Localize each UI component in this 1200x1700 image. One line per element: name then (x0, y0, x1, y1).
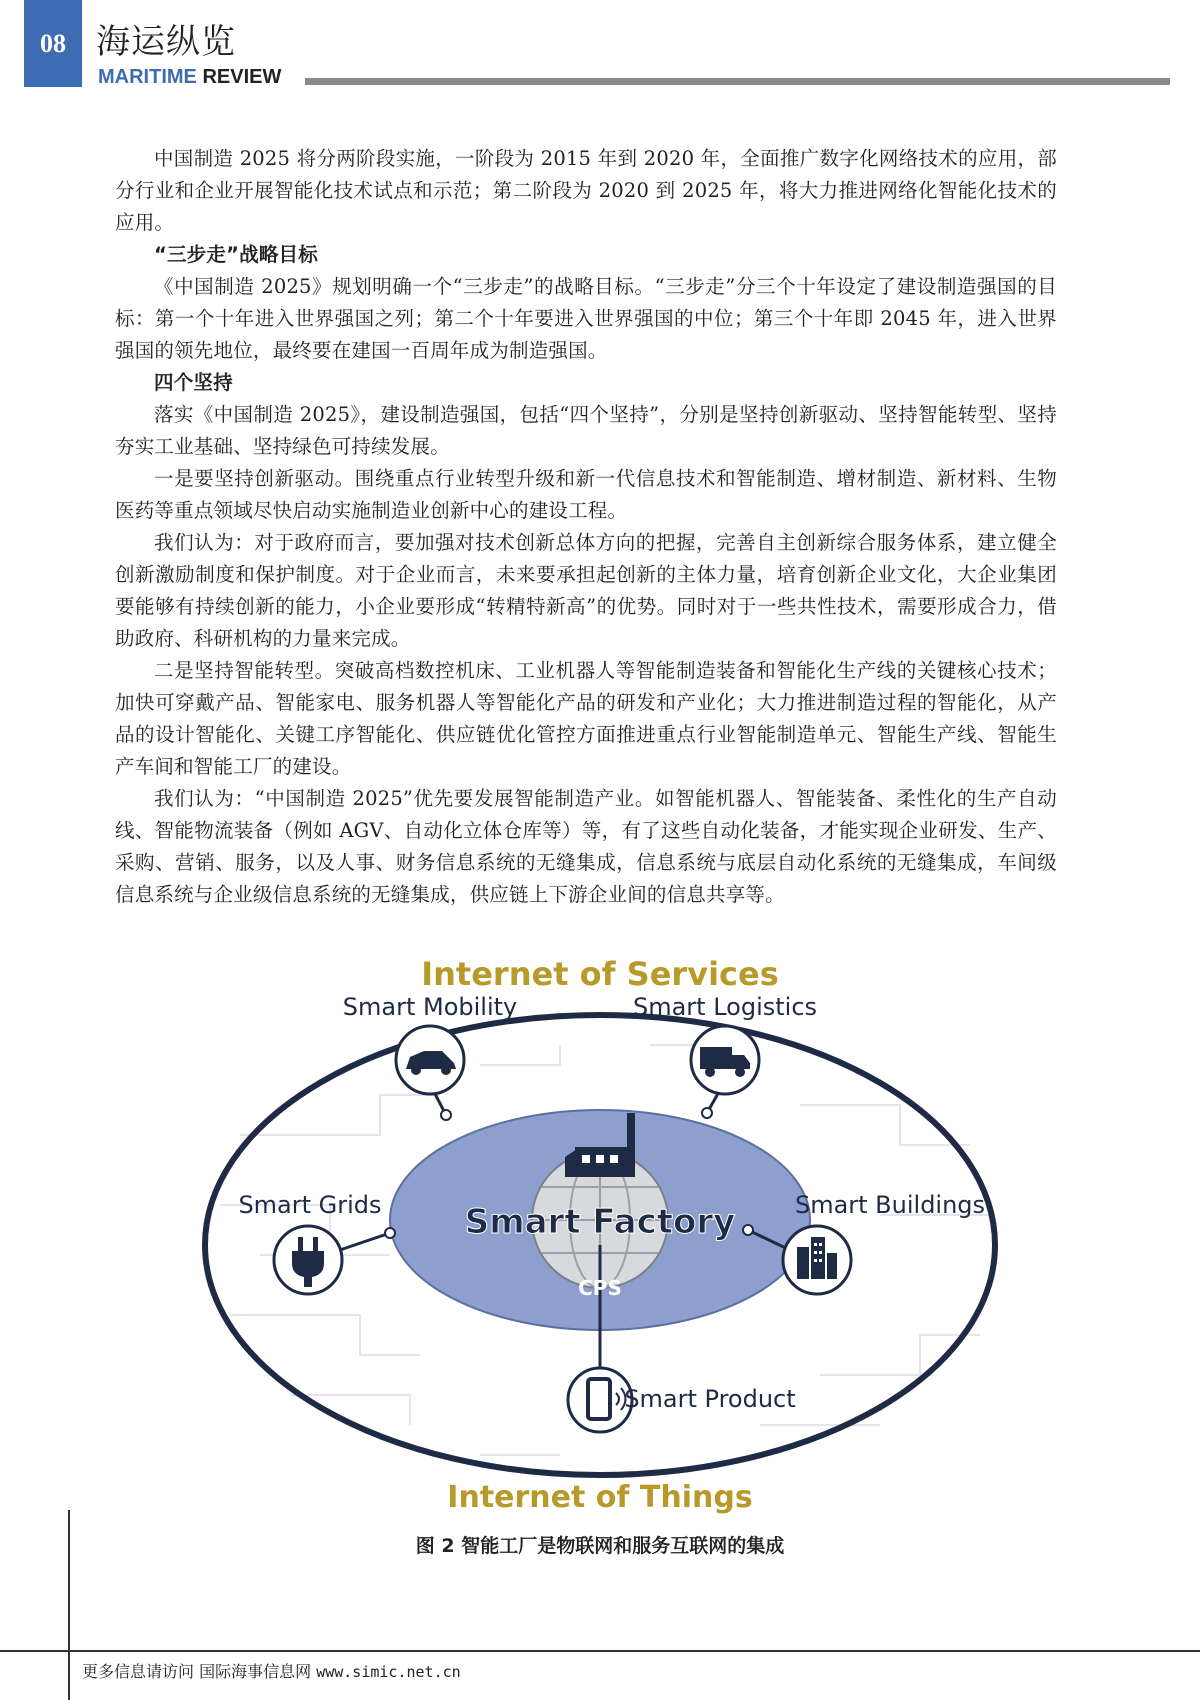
left-margin-rule (68, 1510, 70, 1700)
buildings-node (783, 1226, 851, 1294)
article-body (115, 143, 1057, 911)
header-rule (305, 78, 1170, 85)
section-heading: “三步走”战略目标 (154, 243, 318, 266)
logistics-node (691, 1026, 759, 1094)
paragraph: 二是坚持智能转型。突破高档数控机床、工业机器人等智能制造装备和智能化生产线的关键核心技术；加快可穿戴产品、智能家电、服务机器人等智能化产品的研发和产业化；大力推进制造过程的智能化，从产品的设计智能化、关键工序智能化、供应链优化管控方面推进重点行业智能制造单元、智能生产线、智能生产车间和智能工厂的建设。 (115, 659, 1057, 778)
footer-text: 更多信息请访问 国际海事信息网 (82, 1662, 312, 1681)
footer-url[interactable]: www.simic.net.cn (316, 1663, 461, 1681)
mobility-node (396, 1026, 464, 1094)
smart-product-label: Smart Product (624, 1385, 796, 1413)
magazine-title-cn: 海运纵览 (96, 22, 236, 62)
magazine-title-en-part2: REVIEW (202, 66, 282, 88)
paragraph: 《中国制造 2025》规划明确一个“三步走”的战略目标。“三步走”分三个十年设定了建设制造强国的目标：第一个十年进入世界强国之列；第二个十年要进入世界强国的中位；第三个十年即 2045 年，进入世界强国的领先地位，最终要在建国一百周年成为制造强国。 (115, 275, 1057, 362)
smart-buildings-label: Smart Buildings (794, 1191, 986, 1219)
paragraph: 我们认为：对于政府而言，要加强对技术创新总体方向的把握，完善自主创新综合服务体系，建立健全创新激励制度和保护制度。对于企业而言，未来要承担起创新的主体力量，培育创新企业文化，大企业集团要能够有持续创新的能力，小企业要形成“转精特新高”的优势。同时对于一些共性技术，需要形成合力，借助政府、科研机构的力量来完成。 (115, 531, 1057, 650)
section-heading: 四个坚持 (154, 371, 233, 394)
footer-rule (0, 1650, 1200, 1652)
paragraph: 落实《中国制造 2025》，建设制造强国，包括“四个坚持”，分别是坚持创新驱动、坚持智能转型、坚持夯实工业基础、坚持绿色可持续发展。 (115, 403, 1057, 458)
smart-factory-diagram (180, 955, 1020, 1515)
cps-label: CPS (578, 1276, 622, 1300)
footer (82, 1659, 461, 1682)
smart-factory-figure (180, 955, 1020, 1515)
magazine-title-en (98, 66, 281, 89)
figure-caption: 图 2 智能工厂是物联网和服务互联网的集成 (415, 1535, 785, 1557)
smart-mobility-label: Smart Mobility (342, 993, 518, 1021)
paragraph: 中国制造 2025 将分两阶段实施，一阶段为 2015 年到 2020 年，全面推广数字化网络技术的应用，部分行业和企业开展智能化技术试点和示范；第二阶段为 2020 到 2025 年，将大力推进网络化智能化技术的应用。 (115, 147, 1057, 234)
smart-factory-label: Smart Factory (464, 1202, 736, 1242)
product-node (568, 1368, 632, 1432)
smart-grids-label: Smart Grids (238, 1191, 382, 1219)
paragraph: 一是要坚持创新驱动。围绕重点行业转型升级和新一代信息技术和智能制造、增材制造、新材料、生物医药等重点领域尽快启动实施制造业创新中心的建设工程。 (115, 467, 1057, 522)
internet-of-things-label: Internet of Things (447, 1480, 753, 1515)
paragraph: 我们认为：“中国制造 2025”优先要发展智能制造产业。如智能机器人、智能装备、柔性化的生产自动线、智能物流装备（例如 AGV、自动化立体仓库等）等，有了这些自动化装备，才能实现企业研发、生产、采购、营销、服务，以及人事、财务信息系统的无缝集成，信息系统与底层自动化系统的无缝集成，车间级信息系统与企业级信息系统的无缝集成，供应链上下游企业间的信息共享等。 (115, 787, 1057, 906)
grids-node (274, 1226, 342, 1294)
smart-logistics-label: Smart Logistics (632, 993, 818, 1021)
page-number: 08 (24, 0, 82, 87)
internet-of-services-label: Internet of Services (421, 955, 779, 993)
magazine-title-en-part1: MARITIME (98, 66, 197, 88)
truck-icon (700, 1047, 732, 1069)
